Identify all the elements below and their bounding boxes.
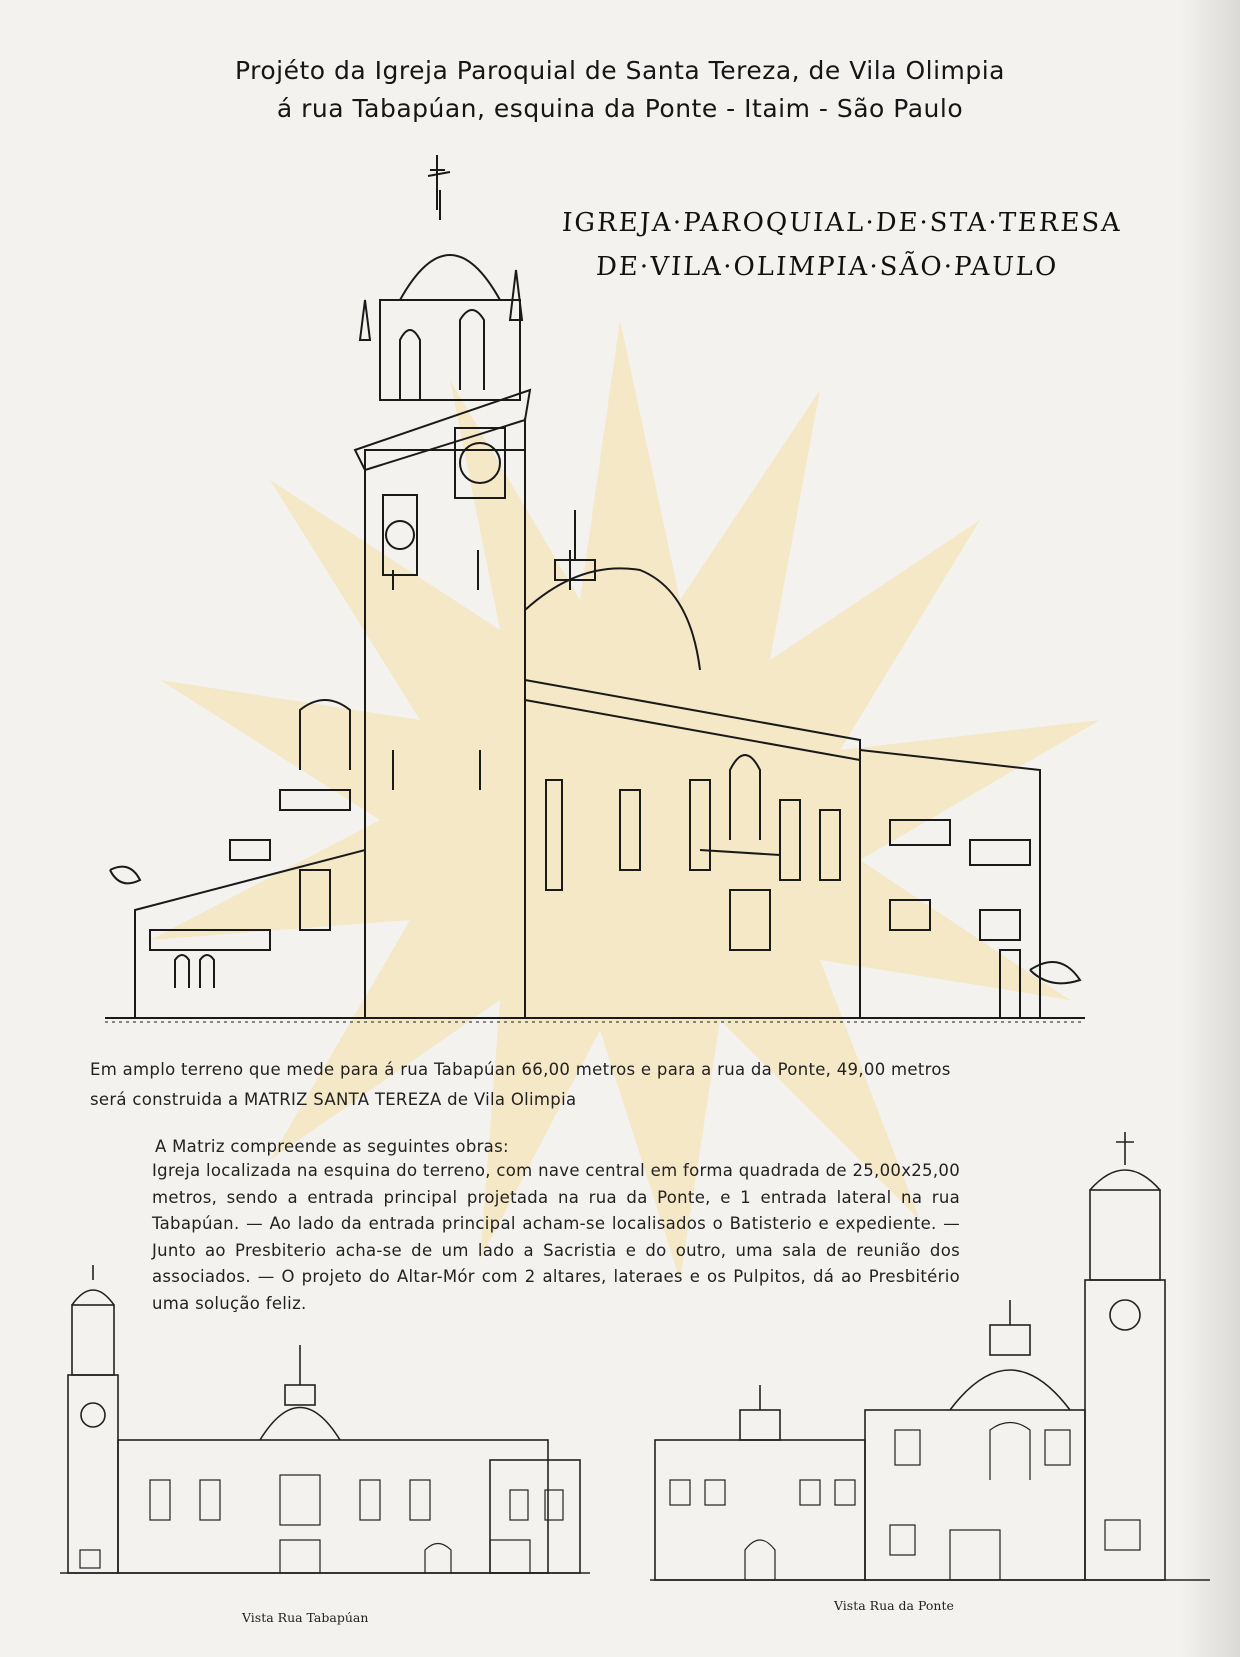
caption-rua-tabapuan: Vista Rua Tabapúan [242,1610,369,1625]
church-perspective-drawing [100,150,1100,1030]
elevation-rua-tabapuan [60,1265,590,1595]
works-heading: A Matriz compreende as seguintes obras: [155,1137,509,1156]
drawing-title-line-1: IGREJA·PAROQUIAL·DE·STA·TERESA [561,208,1123,238]
works-description: Igreja localizada na esquina do terreno, com nave central em forma quadrada de 25,00x25,00 metros, sendo a entrada principal projetada na rua da Ponte, e 1 entrada lateral na rua Tabapúan. — Ao lado da entrada principal acham-se localisados o Batisterio e expediente. — Junto ao Presbiterio acha-se de um lado a Sacristia e do outro, uma sala de reunião dos associados. — O projeto do Altar-Mór com 2 altares, lateraes e os Pulpitos, dá ao Presbitério uma solução feliz. [152,1161,960,1313]
intro-line-1: Em amplo terreno que mede para á rua Tabapúan 66,00 metros e para a rua da Ponte, 49,00 metros [90,1060,951,1079]
elevation-rua-da-ponte [650,1130,1210,1590]
drawing-title-line-2: DE·VILA·OLIMPIA·SÃO·PAULO [595,252,1060,282]
intro-line-2: será construida a MATRIZ SANTA TEREZA de Vila Olimpia [90,1090,577,1109]
page-title-line-2: á rua Tabapúan, esquina da Ponte - Itaim - São Paulo [276,94,964,123]
page-title-line-1: Projéto da Igreja Paroquial de Santa Tereza, de Vila Olimpia [234,56,1005,85]
caption-rua-da-ponte: Vista Rua da Ponte [834,1598,954,1613]
